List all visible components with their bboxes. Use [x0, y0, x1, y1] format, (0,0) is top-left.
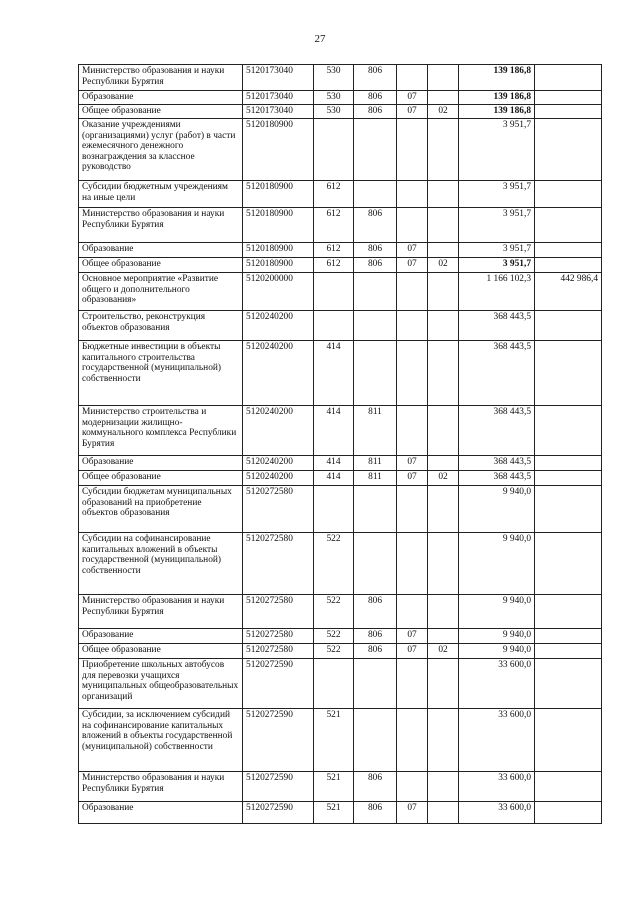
budget-table — [78, 64, 602, 824]
cell-section — [397, 406, 428, 456]
cell-section: 07 — [397, 91, 428, 105]
cell-name: Основное мероприятие «Развитие общего и дополнительного образования» — [79, 273, 243, 311]
cell-department: 806 — [354, 258, 397, 273]
table-row — [79, 659, 602, 709]
cell-subsection — [428, 273, 459, 311]
cell-section — [397, 273, 428, 311]
cell-target-code: 5120240200 — [243, 471, 314, 486]
table-row — [79, 258, 602, 273]
cell-subsection: 02 — [428, 644, 459, 659]
cell-name: Оказание учреждениями (организациями) услуг (работ) в части ежемесячного денежного вознаграждения за классное руководство — [79, 119, 243, 181]
cell-department: 806 — [354, 595, 397, 629]
cell-amount: 33 600,0 — [459, 772, 535, 802]
table-row — [79, 629, 602, 644]
cell-amount: 9 940,0 — [459, 644, 535, 659]
cell-amount: 9 940,0 — [459, 595, 535, 629]
cell-section: 07 — [397, 629, 428, 644]
cell-section: 07 — [397, 644, 428, 659]
cell-expense-type: 521 — [314, 802, 354, 824]
cell-expense-type: 521 — [314, 772, 354, 802]
cell-section — [397, 709, 428, 772]
cell-section: 07 — [397, 105, 428, 119]
cell-name: Бюджетные инвестиции в объекты капитального строительства государственной (муниципальной) собственности — [79, 341, 243, 406]
cell-subsection — [428, 208, 459, 243]
table-row — [79, 471, 602, 486]
cell-expense-type: 522 — [314, 533, 354, 595]
cell-amount: 368 443,5 — [459, 406, 535, 456]
cell-target-code: 5120173040 — [243, 65, 314, 91]
cell-subsection — [428, 65, 459, 91]
cell-department: 806 — [354, 65, 397, 91]
cell-target-code: 5120173040 — [243, 105, 314, 119]
cell-expense-type: 612 — [314, 181, 354, 208]
cell-amount-2 — [535, 311, 602, 341]
cell-subsection: 02 — [428, 258, 459, 273]
cell-amount: 9 940,0 — [459, 486, 535, 533]
cell-subsection: 02 — [428, 471, 459, 486]
cell-expense-type: 522 — [314, 595, 354, 629]
cell-target-code: 5120272590 — [243, 659, 314, 709]
cell-name: Приобретение школьных автобусов для перевозки учащихся муниципальных общеобразовательных организаций — [79, 659, 243, 709]
cell-department: 806 — [354, 243, 397, 258]
cell-section — [397, 772, 428, 802]
cell-subsection — [428, 709, 459, 772]
cell-expense-type: 612 — [314, 208, 354, 243]
cell-amount: 3 951,7 — [459, 181, 535, 208]
cell-amount-2 — [535, 644, 602, 659]
cell-target-code: 5120240200 — [243, 341, 314, 406]
cell-department: 806 — [354, 208, 397, 243]
cell-amount-2 — [535, 659, 602, 709]
cell-department — [354, 659, 397, 709]
cell-amount-2 — [535, 406, 602, 456]
cell-name: Министерство образования и науки Республики Бурятия — [79, 208, 243, 243]
cell-expense-type — [314, 486, 354, 533]
cell-section — [397, 65, 428, 91]
cell-department: 811 — [354, 456, 397, 471]
table-row — [79, 802, 602, 824]
cell-subsection — [428, 341, 459, 406]
cell-department — [354, 486, 397, 533]
cell-department: 806 — [354, 644, 397, 659]
cell-subsection — [428, 659, 459, 709]
cell-section — [397, 341, 428, 406]
cell-subsection — [428, 406, 459, 456]
table-row — [79, 91, 602, 105]
cell-amount: 139 186,8 — [459, 105, 535, 119]
cell-amount: 33 600,0 — [459, 659, 535, 709]
cell-amount-2 — [535, 105, 602, 119]
cell-target-code: 5120272590 — [243, 772, 314, 802]
cell-department — [354, 709, 397, 772]
cell-target-code: 5120272590 — [243, 802, 314, 824]
cell-target-code: 5120240200 — [243, 406, 314, 456]
cell-expense-type: 414 — [314, 456, 354, 471]
cell-amount: 1 166 102,3 — [459, 273, 535, 311]
table-row — [79, 486, 602, 533]
table-row — [79, 772, 602, 802]
cell-target-code: 5120200000 — [243, 273, 314, 311]
table-row — [79, 273, 602, 311]
cell-department — [354, 341, 397, 406]
cell-expense-type: 612 — [314, 243, 354, 258]
cell-name: Общее образование — [79, 644, 243, 659]
cell-department: 806 — [354, 772, 397, 802]
cell-expense-type: 522 — [314, 629, 354, 644]
cell-section: 07 — [397, 258, 428, 273]
page-number: 27 — [314, 33, 326, 45]
cell-amount-2 — [535, 91, 602, 105]
cell-target-code: 5120240200 — [243, 456, 314, 471]
cell-subsection — [428, 91, 459, 105]
cell-name: Общее образование — [79, 258, 243, 273]
table-row — [79, 595, 602, 629]
cell-name: Образование — [79, 91, 243, 105]
cell-expense-type — [314, 273, 354, 311]
cell-name: Образование — [79, 802, 243, 824]
cell-amount: 3 951,7 — [459, 119, 535, 181]
cell-subsection — [428, 119, 459, 181]
cell-amount: 3 951,7 — [459, 243, 535, 258]
table-row — [79, 105, 602, 119]
table-row — [79, 709, 602, 772]
cell-target-code: 5120272590 — [243, 709, 314, 772]
table-row — [79, 181, 602, 208]
cell-amount: 368 443,5 — [459, 471, 535, 486]
cell-subsection — [428, 802, 459, 824]
table-row — [79, 243, 602, 258]
cell-department — [354, 181, 397, 208]
cell-name: Министерство образования и науки Республики Бурятия — [79, 772, 243, 802]
cell-name: Субсидии, за исключением субсидий на софинансирование капитальных вложений в объекты государственной (муниципальной) собственности — [79, 709, 243, 772]
cell-amount-2 — [535, 243, 602, 258]
cell-department: 811 — [354, 406, 397, 456]
cell-target-code: 5120180900 — [243, 258, 314, 273]
table-body — [79, 65, 602, 824]
table-row — [79, 644, 602, 659]
cell-target-code: 5120180900 — [243, 243, 314, 258]
cell-department — [354, 311, 397, 341]
cell-amount: 139 186,8 — [459, 65, 535, 91]
cell-name: Субсидии бюджетам муниципальных образований на приобретение объектов образования — [79, 486, 243, 533]
cell-target-code: 5120180900 — [243, 181, 314, 208]
cell-expense-type — [314, 119, 354, 181]
cell-section — [397, 311, 428, 341]
cell-amount: 3 951,7 — [459, 258, 535, 273]
cell-subsection — [428, 629, 459, 644]
cell-subsection: 02 — [428, 105, 459, 119]
cell-target-code: 5120180900 — [243, 119, 314, 181]
cell-subsection — [428, 181, 459, 208]
cell-subsection — [428, 772, 459, 802]
cell-department — [354, 273, 397, 311]
cell-section: 07 — [397, 243, 428, 258]
cell-name: Общее образование — [79, 105, 243, 119]
cell-amount: 3 951,7 — [459, 208, 535, 243]
cell-name: Министерство строительства и модернизации жилищно-коммунального комплекса Республики Бурятия — [79, 406, 243, 456]
cell-amount-2 — [535, 486, 602, 533]
cell-amount-2 — [535, 471, 602, 486]
cell-amount: 33 600,0 — [459, 802, 535, 824]
cell-amount-2 — [535, 65, 602, 91]
cell-expense-type: 414 — [314, 341, 354, 406]
cell-amount-2 — [535, 533, 602, 595]
cell-target-code: 5120173040 — [243, 91, 314, 105]
cell-section — [397, 208, 428, 243]
cell-section — [397, 595, 428, 629]
cell-name: Общее образование — [79, 471, 243, 486]
cell-name: Образование — [79, 243, 243, 258]
cell-amount: 368 443,5 — [459, 341, 535, 406]
cell-expense-type: 522 — [314, 644, 354, 659]
cell-name: Образование — [79, 456, 243, 471]
table-row — [79, 65, 602, 91]
cell-target-code: 5120272580 — [243, 629, 314, 644]
cell-name: Субсидии бюджетным учреждениям на иные цели — [79, 181, 243, 208]
cell-department — [354, 119, 397, 181]
cell-target-code: 5120180900 — [243, 208, 314, 243]
cell-department — [354, 533, 397, 595]
cell-expense-type: 414 — [314, 471, 354, 486]
cell-name: Министерство образования и науки Республики Бурятия — [79, 65, 243, 91]
cell-expense-type: 530 — [314, 91, 354, 105]
cell-amount: 368 443,5 — [459, 456, 535, 471]
cell-subsection — [428, 595, 459, 629]
cell-department: 806 — [354, 105, 397, 119]
table-row — [79, 208, 602, 243]
cell-target-code: 5120240200 — [243, 311, 314, 341]
cell-subsection — [428, 533, 459, 595]
cell-department: 806 — [354, 91, 397, 105]
cell-amount: 139 186,8 — [459, 91, 535, 105]
cell-amount-2 — [535, 456, 602, 471]
cell-section: 07 — [397, 456, 428, 471]
cell-expense-type: 414 — [314, 406, 354, 456]
cell-target-code: 5120272580 — [243, 533, 314, 595]
cell-amount-2 — [535, 258, 602, 273]
table-row — [79, 456, 602, 471]
cell-amount: 368 443,5 — [459, 311, 535, 341]
cell-expense-type — [314, 311, 354, 341]
cell-amount: 33 600,0 — [459, 709, 535, 772]
cell-expense-type: 612 — [314, 258, 354, 273]
cell-name: Строительство, реконструкция объектов образования — [79, 311, 243, 341]
cell-amount: 9 940,0 — [459, 629, 535, 644]
cell-section: 07 — [397, 802, 428, 824]
table-row — [79, 533, 602, 595]
cell-subsection — [428, 456, 459, 471]
cell-expense-type: 530 — [314, 65, 354, 91]
cell-subsection — [428, 486, 459, 533]
cell-expense-type — [314, 659, 354, 709]
cell-section — [397, 486, 428, 533]
cell-section: 07 — [397, 471, 428, 486]
cell-subsection — [428, 311, 459, 341]
table-row — [79, 341, 602, 406]
cell-name: Субсидии на софинансирование капитальных вложений в объекты государственной (муниципальной) собственности — [79, 533, 243, 595]
cell-amount-2 — [535, 595, 602, 629]
cell-amount-2 — [535, 629, 602, 644]
cell-department: 806 — [354, 802, 397, 824]
cell-section — [397, 659, 428, 709]
cell-subsection — [428, 243, 459, 258]
cell-amount-2 — [535, 181, 602, 208]
cell-target-code: 5120272580 — [243, 595, 314, 629]
cell-expense-type: 521 — [314, 709, 354, 772]
cell-amount-2: 442 986,4 — [535, 273, 602, 311]
cell-amount-2 — [535, 709, 602, 772]
cell-amount-2 — [535, 772, 602, 802]
cell-section — [397, 119, 428, 181]
cell-name: Образование — [79, 629, 243, 644]
cell-section — [397, 181, 428, 208]
cell-section — [397, 533, 428, 595]
cell-name: Министерство образования и науки Республики Бурятия — [79, 595, 243, 629]
cell-amount-2 — [535, 802, 602, 824]
cell-target-code: 5120272580 — [243, 644, 314, 659]
cell-department: 806 — [354, 629, 397, 644]
cell-expense-type: 530 — [314, 105, 354, 119]
table-row — [79, 311, 602, 341]
cell-amount-2 — [535, 341, 602, 406]
cell-department: 811 — [354, 471, 397, 486]
table-row — [79, 119, 602, 181]
cell-amount: 9 940,0 — [459, 533, 535, 595]
cell-target-code: 5120272580 — [243, 486, 314, 533]
table-row — [79, 406, 602, 456]
cell-amount-2 — [535, 119, 602, 181]
cell-amount-2 — [535, 208, 602, 243]
